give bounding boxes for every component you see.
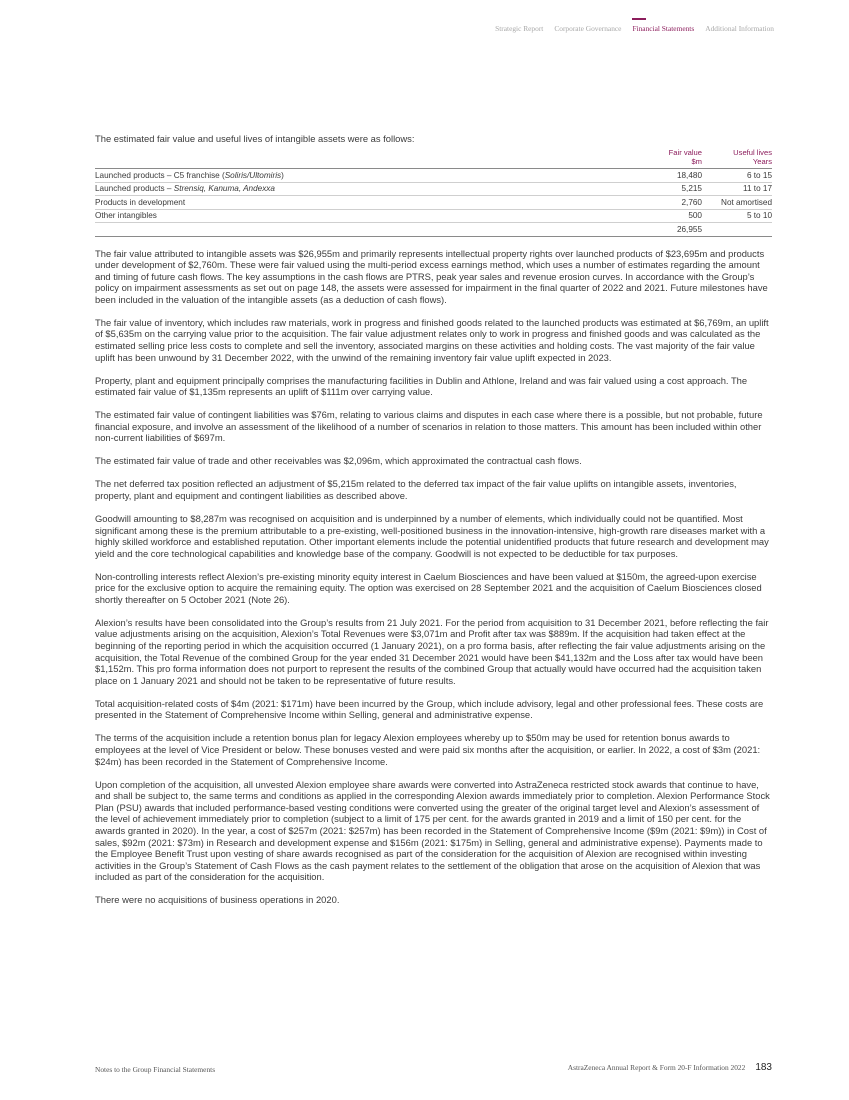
paragraph-goodwill: Goodwill amounting to $8,287m was recognised on acquisition and is underpinned by a number of elements, which individually could not be quantified. Most significant among these is the premium attributable to a pre-existing, well-positioned business in the innovation-intensive, high-growth rare diseases market with a highly skilled workforce and established reputation. Other important elements include the potential unidentified products that future research and development may yield and the core technological capabilities and knowledge base of the company. Goodwill is not expected to be deductible for tax purposes. [95,512,769,559]
table-row [95,182,772,196]
header-label-cell [95,149,622,169]
paragraph-receivables: The estimated fair value of trade and other receivables was $2,096m, which approximated the contractual cash flows. [95,455,582,467]
notes-body [95,248,772,906]
table-row [95,209,772,223]
paragraph-acquisition-costs: Total acquisition-related costs of $4m (2021: $171m) have been incurred by the Group, which include advisory, legal and other professional fees. These costs are presented in the Statement of Comprehensive Income within Selling, general and administrative expense. [95,697,764,721]
nav-additional-information[interactable]: Additional Information [705,24,774,33]
row-useful-life: 5 to 10 [702,209,772,223]
row-useful-life: Not amortised [702,196,772,210]
paragraph-retention-bonus: The terms of the acquisition include a retention bonus plan for legacy Alexion employees whereby up to $50m may be used for retention bonus awards to employees at the level of Vice President or below. These bonuses vested and were paid six months after the acquisition, or earlier. In 2022, a cost of $3m (2021: $24m) has been recorded in the Statement of Comprehensive Income. [95,732,761,767]
paragraph-inventory: The fair value of inventory, which includes raw materials, work in progress and finished goods related to the launched products was estimated at $6,769m, an uplift of $5,635m on the carrying value prior to the acquisition. The fair value adjustment relates only to work in progress and finished goods and was calculated as the estimated selling price less costs to complete and sell the inventory, associated margins on these activities and holding costs. The vast majority of the fair value uplift has been unwound by 31 December 2022, with the unwind of the remaining inventory fair value uplift expected in 2023. [95,316,769,363]
row-useful-life: 6 to 15 [702,169,772,183]
page-content [95,133,772,917]
footer-publication [568,1062,772,1073]
table-total-row [95,223,772,237]
paragraph-non-controlling-interests: Non-controlling interests reflect Alexion’s pre-existing minority equity interest in Caelum Biosciences and have been valued at $150m, the agreed-upon exercise price for the exclusive option to acquire the remaining equity. The option was exercised on 28 September 2021 and the acquisition of Caelum Biosciences closed shortly thereafter on 5 October 2021 (Note 26). [95,570,762,605]
row-fair-value: 500 [622,209,702,223]
header-useful-lives: Useful lives Years [733,148,772,166]
total-empty-cell [702,223,772,237]
footer-section-title: Notes to the Group Financial Statements [95,1065,216,1074]
row-label: Launched products – Strensiq, Kanuma, Andexxa [95,182,622,196]
section-nav [495,24,774,33]
paragraph-intangibles: The fair value attributed to intangible assets was $26,955m and primarily represents intellectual property rights over launched products of $23,695m and products under development of $2,760m. These were fair valued using the multi-period excess earnings method, which uses a number of estimates regarding the amount and timing of future cash flows. The key assumptions in the cash flows are PTRS, peak year sales and revenue erosion curves. In accordance with the Group’s policy on impairment assessments as set out on page 148, the assets were assessed for impairment in the final quarter of 2022 and 2021. Future milestones have been included in the valuation of the intangible assets (as a deduction of cash flows). [95,247,768,305]
row-label: Launched products – C5 franchise (Soliris/Ultomiris) [95,169,622,183]
header-fair-value: Fair value $m [668,148,702,166]
intangible-assets-table [95,149,772,237]
table-row [95,196,772,210]
nav-corporate-governance[interactable]: Corporate Governance [554,24,622,33]
row-fair-value: 18,480 [622,169,702,183]
total-label-cell [95,223,622,237]
row-useful-life: 11 to 17 [702,182,772,196]
paragraph-contingent-liabilities: The estimated fair value of contingent liabilities was $76m, relating to various claims and disputes in each case where there is a possible, but not probable, future financial exposure, and involve an assessment of the likelihood of a number of scenarios in relation to those matters. This amount has been included within other non-current liabilities of $697m. [95,409,763,444]
row-label: Products in development [95,196,622,210]
nav-financial-statements[interactable]: Financial Statements [632,24,695,33]
row-label: Other intangibles [95,209,622,223]
paragraph-ppe: Property, plant and equipment principally comprises the manufacturing facilities in Dublin and Athlone, Ireland and was fair valued using a cost approach. The estimated fair value of $1,135m represents an uplift of $111m over carrying value. [95,374,748,398]
total-fair-value: 26,955 [622,223,702,237]
row-fair-value: 5,215 [622,182,702,196]
row-fair-value: 2,760 [622,196,702,210]
paragraph-2020-acquisitions: There were no acquisitions of business operations in 2020. [95,894,340,906]
table-header-row [95,149,772,169]
paragraph-share-awards: Upon completion of the acquisition, all unvested Alexion employee share awards were converted into AstraZeneca restricted stock awards that continue to have, and shall be subject to, the same terms and conditions as applied in the corresponding Alexion awards immediately prior to completion. Alexion Performance Stock Plan (PSU) awards that included performance-based vesting conditions were converted using the greater of the original target level and Alexion’s assessment of the level of achievement immediately prior to completion (subject to a limit of 175 per cent. for the awards granted in 2019 and a limit of 150 per cent. for the awards granted in 2020). In the year, a cost of $257m (2021: $257m) has been recorded in the Statement of Comprehensive Income ($9m (2021: $9m)) in Cost of sales, $92m (2021: $73m) in Research and development expense and $156m (2021: $175m) in Selling, general and administrative expense). Payments made to the Employee Benefit Trust upon vesting of share awards recognised as part of the consideration for the acquisition of Alexion are recognised within investing activities in the Group’s Statement of Cash Flows as the cash payment relates to the settlement of the obligation that arose on the acquisition of Alexion that was included as part of the consideration for the acquisition. [95,778,770,883]
paragraph-deferred-tax: The net deferred tax position reflected an adjustment of $5,215m related to the deferred tax impact of the fair value uplifts on intangible assets, inventories, property, plant and equipment and contingent liabilities as described above. [95,478,737,501]
table-row [95,169,772,183]
table-intro: The estimated fair value and useful lives of intangible assets were as follows: [95,133,415,144]
nav-strategic-report[interactable]: Strategic Report [495,24,544,33]
paragraph-results-consolidation: Alexion’s results have been consolidated into the Group’s results from 21 July 2021. For the period from acquisition to 31 December 2021, before reflecting the fair value adjustments arising on the acquisition, Alexion’s Total Revenues were $3,071m and Profit after tax was $889m. If the acquisition had taken effect at the beginning of the reporting period in which the acquisition occurred (1 January 2021), on a pro forma basis, after reflecting the fair value adjustments arising on the acquisition, the Total Revenue of the combined Group for the year ended 31 December 2021 would have been $41,132m and the Loss after tax would have been $1,152m. This pro forma information does not purport to represent the results of the combined Group that actually would have occurred had the acquisition taken place on 1 January 2021 and should not be taken to be representative of future results. [95,616,769,686]
footer-report-title: AstraZeneca Annual Report & Form 20-F Information 2022 [567,1063,746,1072]
page-number: 183 [755,1062,772,1073]
